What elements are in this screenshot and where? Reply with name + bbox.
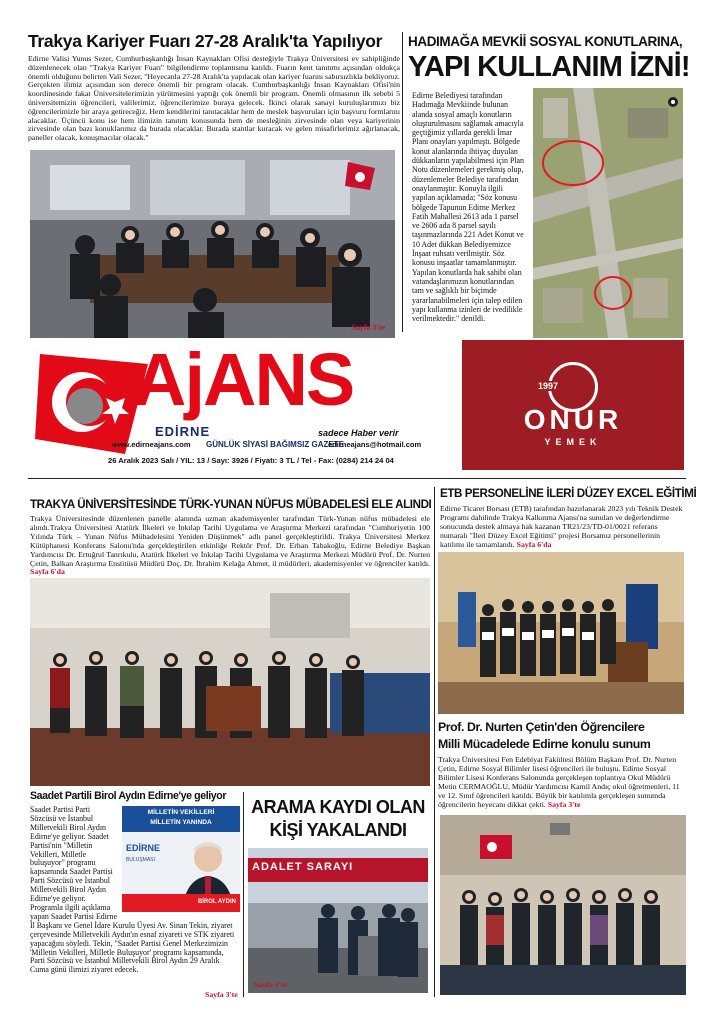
population-exchange-page-ref[interactable]: Sayfa 6'da: [30, 567, 65, 577]
masthead-email[interactable]: edirneajans@hotmail.com: [328, 440, 422, 449]
social-housing-aerial-photo[interactable]: [533, 88, 683, 338]
cetin-headline-1[interactable]: Prof. Dr. Nurten Çetin'den Öğrencilere: [438, 720, 645, 734]
school-conference-image: [440, 815, 686, 995]
cetin-headline-2[interactable]: Milli Mücadelede Edirne konulu sunum: [438, 737, 651, 751]
panel-group-image: [30, 578, 430, 786]
right-column-divider: [434, 487, 435, 997]
saadet-page-ref[interactable]: Sayfa 3'te: [205, 990, 238, 999]
etb-excel-page-ref[interactable]: Sayfa 6'da: [516, 539, 552, 549]
cetin-text: Trakya Üniversitesi Fen Edebiyat Fakültesi Bölüm Başkanı Prof. Dr. Nurten Çetin, Edirne Sosyal Bilimler lisesi öğrencileri ile buluştu. Edirne Sosyal Bilimler Lisesi Konferans Salonunda gerçekleşen toplantıya Okul Müdürü Metin CERMAOĞLU, Müdür Yardımcısı Kamil Andıç okul öğretmenleri, 11 ve 12. Sınıf öğrencileri katıldı. Büyük bir katılımla gerçekleşen sunumda öğrencilerin heyecanı dikkat çekti.: [438, 756, 680, 809]
arrest-photo[interactable]: [248, 848, 428, 993]
etb-excel-headline[interactable]: ETB PERSONELİNE İLERİ DÜZEY EXCEL EĞİTİMİ: [440, 487, 697, 500]
onur-yemek-ad[interactable]: [462, 340, 684, 470]
population-exchange-body: [30, 515, 430, 577]
social-housing-kicker[interactable]: HADIMAĞA MEVKİİ SOSYAL KONUTLARINA,: [408, 34, 683, 49]
masthead-website[interactable]: www.edirneajans.com: [112, 440, 191, 449]
etb-excel-text: Edirne Ticaret Borsası (ETB) tarafından hazırlanarak 2023 yılı Teknik Destek Programı dahilinde Trakya Kalkınma Ajansı'na sunulan ve değerlendirme sonucunda destek almaya hak kazanan TR21/23/TD-01/0021 referans numaralı "İleri Düzey Excel Eğitimi" projesi Borsamız personellerinin katılımı ile tamamlandı.: [440, 505, 683, 549]
saadet-body: [30, 806, 240, 996]
saadet-poster[interactable]: [122, 806, 240, 912]
certificate-group-image: [438, 552, 684, 714]
masthead-city: EDİRNE: [155, 424, 211, 439]
aerial-map-image: [533, 88, 683, 338]
social-housing-headline[interactable]: YAPI KULLANIM İZNİ!: [408, 51, 690, 83]
poster-name: BİROL AYDIN: [197, 899, 236, 905]
top-right-divider: [402, 32, 403, 332]
onur-year: 1997: [538, 381, 559, 391]
masthead: [28, 338, 422, 475]
onur-brand: ONUR: [523, 404, 623, 435]
onur-sub: YEMEK: [544, 437, 602, 447]
cetin-body: [438, 756, 688, 814]
poster-line2: MİLLETİN YANINDA: [150, 819, 212, 826]
masthead-issue-line: 26 Aralık 2023 Salı / YIL: 13 / Sayı: 3926 / Fiyatı: 3 TL / Tel - Fax: (0284) 214 24 04: [108, 456, 394, 465]
arrest-page-ref[interactable]: Sayfa 3'te: [254, 980, 287, 989]
career-fair-photo[interactable]: [30, 150, 395, 338]
saadet-headline[interactable]: Saadet Partili Birol Aydın Edirne'ye geliyor: [30, 790, 227, 802]
masthead-logo[interactable]: AjANS: [133, 338, 354, 421]
career-fair-headline[interactable]: Trakya Kariyer Fuarı 27-28 Aralık'ta Yapılıyor: [28, 31, 383, 51]
poster-sub: BULUŞMASI: [126, 857, 155, 863]
etb-excel-photo[interactable]: [438, 552, 684, 714]
arrest-headline-1[interactable]: ARAMA KAYDI OLAN: [251, 797, 425, 817]
population-exchange-text: Trakya Üniversitesinde düzenlenen panelle alanında uzman akademisyenler tarafından Türk-Yunan nüfus mübadelesi ele alındı.Trakya Üniversitesi Atatürk İlkeleri ve İnkılap Tarihi Uygulama ve Araştırma Merkezi tarafından "Cumhuriyetin 100 Yılında Türk – Yunan Nüfus Mübadelesini Yeniden Düşünmek" adlı panel gerçekleştirildi. Trakya Üniversitesi Merkez Kütüphanesi Konferans Salonu'nda gerçekleştirilen etkinliğe Rektör Prof. Dr. Erhan Tabakoğlu, Edirne Belediye Başkan Yardımcısı Dr. Ertuğrul Tanrıkulu, Atatürk İlkeleri ve İnkılap Tarihi Uygulama ve Araştırma Merkezi Müdürü Prof. Dr. Nurten Çetin, Balkan Araştırma Enstitüsü Müdürü Doç. Dr. İbrahim Kelağa Ahmet, il müdürleri, akademisyenler ve öğrenciler katıldı.: [30, 515, 430, 568]
career-fair-page-ref[interactable]: Sayfa 3'te: [351, 323, 385, 332]
population-exchange-photo[interactable]: [30, 578, 430, 786]
cetin-page-ref[interactable]: Sayfa 3'te: [547, 799, 581, 809]
bottom-left-divider: [243, 792, 244, 997]
career-fair-body: Edirne Valisi Yunus Sezer, Cumhurbaşkanlığı İnsan Kaynakları Ofisi desteğiyle Trakya Üniversitesi ev sahipliğinde düzenlenecek olan "Trakya Kariyer Fuarı" bilgilendirme toplantısına katıldı. Fuarın kent tanıtımı açısından oldukça önemli olduğunu belirten Vali Sezer, "Heyecanla 27-28 Aralık'ta yapılacak olan kariyer fuarını sabırsızlıkla bekliyoruz. Gerçekten ilimiz açısından son derece önemli bir program olacak. Cumhurbaşkanlığı İnsan Kaynakları Ofisi'nin koordinesinde fakat Üniversitelerimizin yürütmesini yaptığı çok önemli bir program. Önemli olmasının ilk sebebi 5 üniversitemizin öğrencileri, valilerimiz, öğrencilerimize buraya gelecek. İkinci olarak sanayi kuruluşlarımızı biz öğrencilerimizle bir araya getireceğiz. Hem kendilerini tanıtacaklar hem de meslek başvuruları için başvuru formlarını alacaklar. Üçüncü konu ise hem ilimizin tanıtım konusunda hem de mesleğinin zirvesinde olan veya kariyerinin zirvesinde olan bazı konuklarımız da burada olacaklar. Burada stantlar kuracak ve gelen misafirlerimiz ağırlanacak, paneller olacak, konuşmacılar olacak.": [28, 55, 400, 143]
meeting-room-image: [30, 150, 395, 338]
poster-line1: MİLLETİN VEKİLLERİ: [147, 809, 215, 816]
masthead-bottom-rule: [28, 478, 686, 479]
population-exchange-headline[interactable]: TRAKYA ÜNİVERSİTESİNDE TÜRK-YUNAN NÜFUS MÜBADELESİ ELE ALINDI: [30, 498, 432, 511]
masthead-slogan: sadece Haber verir: [318, 428, 399, 438]
etb-excel-body: [440, 505, 686, 551]
saadet-text: Saadet Partisi Parti Sözcüsü ve İstanbul Milletvekili Birol Aydın Edirne'ye geliyor. Saadet Partisi'nin "Milletin Vekilleri, Milletle buluşuyor" programı kapsamında Saadet Partisi Parti Sözcüsü ve İstanbul Milletvekili Birol Aydın Edirne'ye geliyor. Programla ilgili açıklama yapan Saadet Partisi Edirne İl Başkanı ve Genel İdare Kurulu Üyesi Av. Sinan Tekin, ziyaret çerçevesinde Milletvekili Aydın'ın esnaf ziyareti ve STK ziyareti yapacağını söyledi. Tekin, "Saadet Partisi Genel Merkezimizin 'Milletin Vekilleri, Milletle Buluşuyor' programı kapsamında, Parti Sözcüsü ve İstanbul Milletvekili Birol Aydın 29 Aralık Cuma günü ilimizi ziyaret edecek.: [30, 806, 235, 975]
poster-city: EDİRNE: [126, 843, 161, 853]
courthouse-sign: ADALET SARAYI: [252, 861, 354, 873]
social-housing-body: Edirne Belediyesi tarafından Hadımağa Mevkiinde bulunan alanda sosyal amaçlı konutların oluşturulmasını sağlamak amacıyla geçtiğimiz yıllarda gerekli İmar Planı onayları yapılmıştı. Bölgede konut alanlarında ihtiyaç duyulan dükkanların yapılabilmesi için Plan Notu düzenlemeleri gerekmiş olup, düzenlemeler Belediye tarafından onaylanmıştır. Konuyla ilgili yapılan açıklamada; "Söz konusu bölgede Tapunun Edirne Merkez Fatih Mahallesi 2613 ada 1 parsel ve 2606 ada 8 parsel sayılı taşınmazlarında 221 Adet Konut ve 10 Adet dükkan Belediyemizce İnşaat ruhsatı verilmiştir. Söz konusu inşaatlar tamamlanmıştır. Yapılan konutlarda hak sahibi olan vatandaşlarımızın konutlarından tam ve sağlıklı bir biçimde yararlanabilmeleri için talep edilen yapı kullanma izinleri de ivedilikle verilmektedir." denildi.: [412, 91, 524, 324]
arrest-headline-2[interactable]: KİŞİ YAKALANDI: [269, 820, 407, 840]
masthead-tagline: GÜNLÜK SİYASİ BAĞIMSIZ GAZETE: [206, 440, 344, 449]
cetin-photo[interactable]: [440, 815, 686, 995]
